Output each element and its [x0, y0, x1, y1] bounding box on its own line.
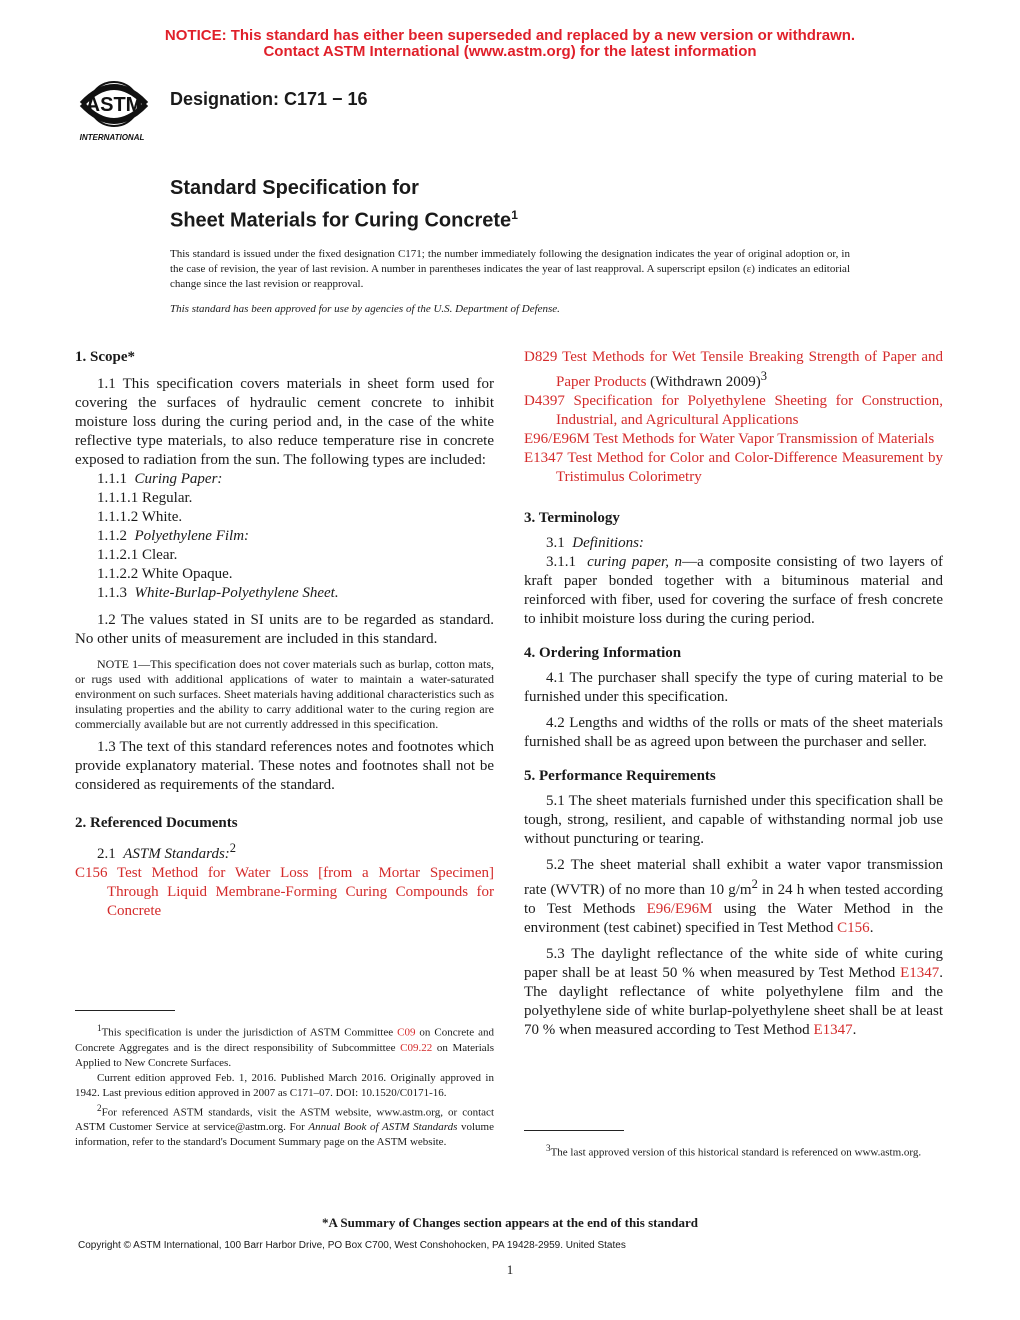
- para-5-3: 5.3 The daylight reflectance of the white side of white curing paper shall be at least 50 % when measured by Test Method E1347. The daylight reflectance of white polyethylene film and the polyethylene side of white burlap-polyethylene sheet shall be at least 70 % when measured according to Test Method E1347.: [524, 946, 943, 1038]
- right-column: [524, 348, 943, 1040]
- ref-d4397-link[interactable]: D4397: [524, 393, 565, 409]
- link-e96[interactable]: E96/E96M: [646, 901, 713, 917]
- para-1-3: 1.3 The text of this standard references notes and footnotes which provide explanatory material. These notes and footnotes shall not be considered as requirements of the standard.: [75, 739, 494, 793]
- footnote-2: $^2$For referenced ASTM standards, visit the ASTM website, www.astm.org, or contact ASTM Customer Service at service@astm.org. For Annual Book of ASTM Standards volume information, refer to the standard's Document Summary page on the ASTM website.: [75, 1102, 494, 1149]
- section-heading-terminology: 3. Terminology: [524, 510, 620, 526]
- para-3-1: 3.1 Definitions:: [546, 535, 644, 551]
- para-4-1: 4.1 The purchaser shall specify the type of curing material to be furnished under this specification.: [524, 670, 943, 705]
- copyright: Copyright © ASTM International, 100 Barr Harbor Drive, PO Box C700, West Conshohocken, PA 19428-2959. United States: [78, 1240, 626, 1251]
- footnote-1-edition: Current edition approved Feb. 1, 2016. Published March 2016. Originally approved in 1942. Last previous edition approved in 2007 as C171–07. DOI: 10.1520/C0171-16.: [75, 1071, 494, 1099]
- designation: Designation: C171 − 16: [170, 89, 368, 109]
- title-footnote-ref[interactable]: 1: [511, 208, 518, 222]
- issuance-statement: This standard is issued under the fixed designation C171; the number immediately following the designation indicates the year of original adoption or, in the case of revision, the year of last revision. A number in parentheses indicates the year of last reapproval. A superscript epsilon (ε) indicates an editorial change since the last revision or reapproval.: [170, 248, 850, 290]
- link-e1347-b[interactable]: E1347: [813, 1022, 853, 1038]
- footnote-1: $^1$This specification is under the jurisdiction of ASTM Committee C09 on Concrete and Concrete Aggregates and is the direct responsibility of Subcommittee C09.22 on Materials Applied to New Concrete Surfaces.: [75, 1023, 494, 1069]
- title-line-1: Standard Specification for: [170, 177, 419, 199]
- item-1-1-1: 1.1.1 Curing Paper:: [97, 471, 223, 487]
- section-heading-performance: 5. Performance Requirements: [524, 768, 716, 784]
- ref-c156: [75, 864, 494, 921]
- logo-subtext: INTERNATIONAL: [79, 133, 145, 142]
- footnote-rule-left: [75, 1010, 175, 1011]
- section-heading-refdocs: 2. Referenced Documents: [75, 815, 238, 831]
- item-1-1-1-2: 1.1.1.2 White.: [97, 509, 183, 525]
- ref-e96: [524, 430, 943, 449]
- para-5-2: 5.2 The sheet material shall exhibit a water vapor transmission rate (WVTR) of no more than 10 $g/m^2$ in 24 h when tested according to Test Methods E96/E96M using the Water Method in the environment (test cabinet) specified in Test Method C156.: [524, 857, 944, 936]
- ref-d829-link[interactable]: D829: [524, 349, 558, 365]
- ref-d4397: [524, 392, 943, 430]
- notice-line-2: Contact ASTM International (www.astm.org) for the latest information: [263, 43, 757, 60]
- link-e1347-a[interactable]: E1347: [900, 965, 940, 981]
- para-1-2: 1.2 The values stated in SI units are to be regarded as standard. No other units of measurement are included in this standard.: [75, 612, 494, 647]
- ref-e1347: [524, 449, 943, 487]
- ref-e96-title[interactable]: Test Methods for Water Vapor Transmission of Materials: [593, 431, 935, 447]
- ref-c156-link[interactable]: C156: [75, 865, 108, 881]
- para-1-1: 1.1 This specification covers materials in sheet form used for covering the surfaces of hydraulic cement concrete to inhibit moisture loss during the curing period and, in the case of the white reflective type materials, to also reduce temperature rise in concrete exposed to radiation from the sun. The following types are included:: [75, 376, 494, 468]
- ref-e1347-link[interactable]: E1347: [524, 450, 564, 466]
- ref-d829-title[interactable]: Test Methods for Wet Tensile Breaking Strength of Paper and Paper Products: [556, 349, 944, 390]
- item-1-1-2-1: 1.1.2.1 Clear.: [97, 547, 178, 563]
- footnote-rule-right: [524, 1130, 624, 1131]
- section-heading-scope: 1. Scope*: [75, 349, 135, 365]
- link-c156[interactable]: C156: [837, 920, 870, 936]
- para-2-1: 2.1 ASTM Standards:$^2$: [97, 841, 237, 862]
- page-number: 1: [506, 1262, 514, 1277]
- ref-e1347-title[interactable]: Test Method for Color and Color-Difference Measurement by Tristimulus Colorimetry: [556, 450, 943, 485]
- section-heading-ordering: 4. Ordering Information: [524, 645, 682, 661]
- dod-approval: This standard has been approved for use by agencies of the U.S. Department of Defense.: [170, 303, 560, 315]
- item-1-1-2: 1.1.2 Polyethylene Film:: [97, 528, 250, 544]
- ref-d4397-title[interactable]: Specification for Polyethylene Sheeting for Construction, Industrial, and Agricultural Applications: [556, 393, 943, 428]
- para-3-1-1: 3.1.1 curing paper, n—a composite consisting of two layers of kraft paper bonded together with a bituminous material and reinforced with fiber, used for covering the surface of fresh concrete to inhibit moisture loss during the curing period.: [524, 554, 943, 627]
- left-column: [75, 348, 494, 921]
- ref-d829: D829 Test Methods for Wet Tensile Breaking Strength of Paper and Paper Products (Withdrawn 2009)$^3$: [524, 349, 944, 390]
- note-1: NOTE 1—This specification does not cover materials such as burlap, cotton mats, or rugs used with additional applications of water to maintain a water-saturated environment on such surfaces. Sheet materials having additional characteristics such as insulating properties and the ability to carry additional water to the curing region are commercially available but are not currently addressed in this specification.: [75, 657, 494, 731]
- item-1-1-1-1: 1.1.1.1 Regular.: [97, 490, 193, 506]
- summary-notice: *A Summary of Changes section appears at the end of this standard: [322, 1215, 698, 1230]
- link-c09[interactable]: C09: [397, 1026, 416, 1039]
- title-line-2: Sheet Materials for Curing Concrete: [170, 209, 512, 232]
- notice-line-1: NOTICE: This standard has either been superseded and replaced by a new version or withdrawn.: [164, 27, 856, 44]
- logo-text: ASTM: [85, 94, 143, 116]
- para-5-1: 5.1 The sheet materials furnished under this specification shall be tough, strong, resilient, and capable of withstanding normal job use without puncturing or tearing.: [524, 793, 943, 847]
- item-1-1-3: 1.1.3 White-Burlap-Polyethylene Sheet.: [97, 585, 339, 601]
- footnote-3: $^3$The last approved version of this historical standard is referenced on www.astm.org.: [546, 1143, 922, 1159]
- ref-c156-title[interactable]: Test Method for Water Loss [from a Mortar Specimen] Through Liquid Membrane-Forming Curing Compounds for Concrete: [107, 865, 494, 919]
- document-title: [170, 175, 518, 235]
- astm-logo: [74, 74, 164, 144]
- item-1-1-2-2: 1.1.2.2 White Opaque.: [97, 566, 233, 582]
- footnotes-left: [75, 1021, 494, 1150]
- ref-e96-link[interactable]: E96/E96M: [524, 431, 590, 447]
- link-c09-22[interactable]: C09.22: [400, 1041, 433, 1054]
- para-4-2: 4.2 Lengths and widths of the rolls or mats of the sheet materials furnished shall be as agreed upon between the purchaser and seller.: [524, 715, 943, 750]
